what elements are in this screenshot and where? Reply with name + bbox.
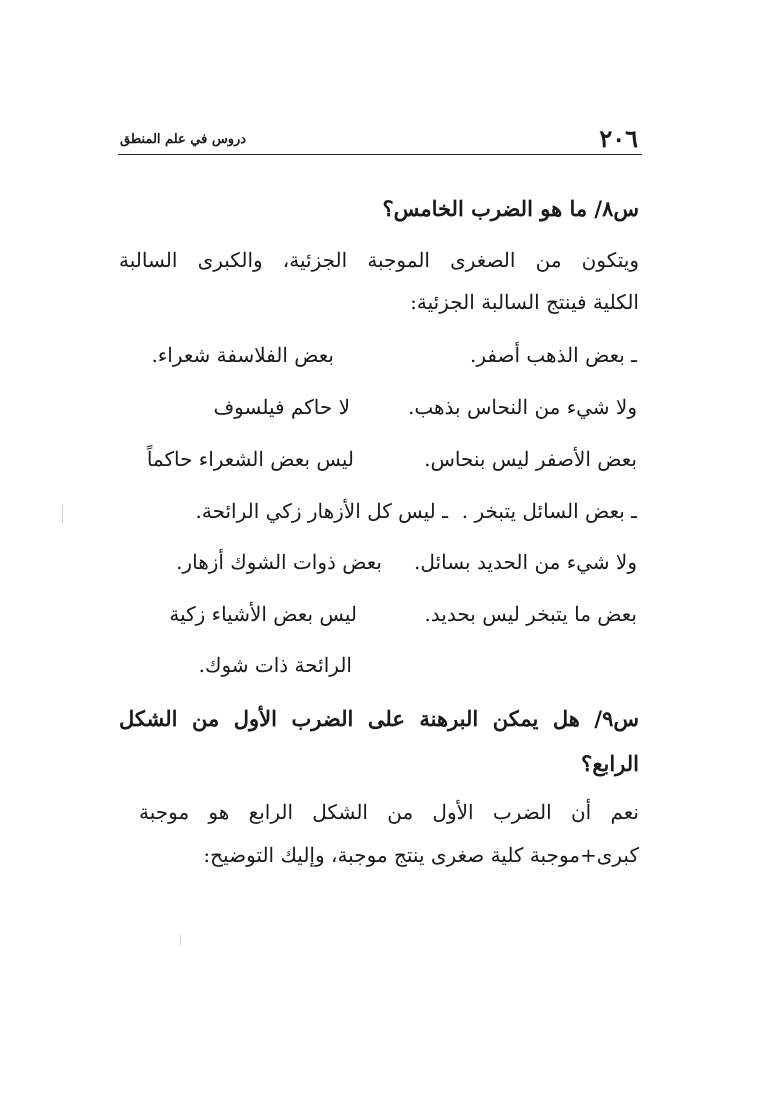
page-header [118,124,642,155]
book-title: دروس في علم المنطق [120,132,247,147]
question-8-title: س٨/ ما هو الضرب الخامس؟ [382,196,639,221]
scan-artifact [62,505,63,523]
example-left-6: ليس بعض الأشياء زكية [169,602,357,626]
example-right-1: ـ بعض الذهب أصفر. [469,343,637,367]
example-left-2: لا حاكم فيلسوف [213,395,350,419]
example-left-1: بعض الفلاسفة شعراء. [151,343,334,367]
example-right-6: بعض ما يتبخر ليس بحديد. [424,602,637,626]
example-right-4: ـ بعض السائل يتبخر . [461,499,637,523]
question-9-title-line-2: الرابع؟ [581,751,639,776]
example-left-3: ليس بعض الشعراء حاكماً [146,447,354,471]
example-right-2: ولا شيء من النحاس بذهب. [408,395,637,419]
example-continuation: الرائحة ذات شوك. [198,653,352,677]
question-9-answer-line-1: نعم أن الضرب الأول من الشكل الرابع هو موجبة [139,800,639,824]
example-right-5: ولا شيء من الحديد بسائل. [414,550,637,574]
question-8-answer-line-1: ويتكون من الصغرى الموجبة الجزئية، والكبرى السالبة [119,248,639,272]
question-9-title-line-1: س٩/ هل يمكن البرهنة على الضرب الأول من الشكل [119,706,639,731]
example-left-5: بعض ذوات الشوك أزهار. [176,550,382,574]
scan-artifact [180,935,181,945]
question-9-answer-line-2: كبرى+موجبة كلية صغرى ينتج موجبة، وإليك التوضيح: [203,843,639,867]
question-8-answer-line-2: الكلية فينتج السالبة الجزئية: [410,290,639,314]
example-right-3: بعض الأصفر ليس بنحاس. [424,447,637,471]
page-number: ٢٠٦ [599,124,638,153]
example-left-4: ـ ليس كل الأزهار زكي الرائحة. [195,499,448,523]
